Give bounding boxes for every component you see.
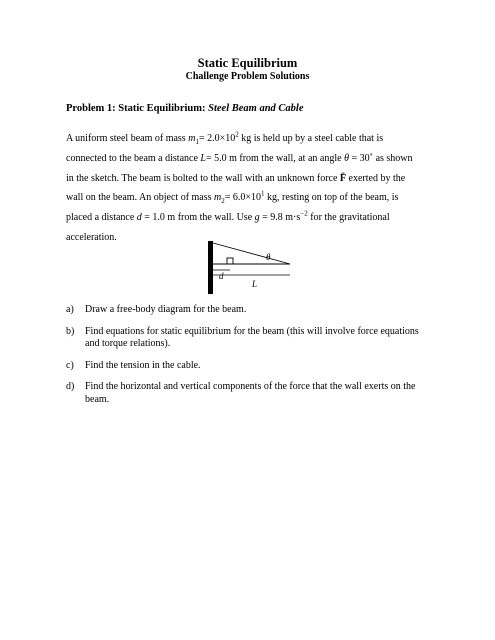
steel-cable bbox=[213, 243, 290, 264]
page-subtitle: Challenge Problem Solutions bbox=[185, 71, 310, 82]
list-item bbox=[66, 304, 426, 317]
L-label: L bbox=[252, 279, 258, 289]
item-label: d) bbox=[66, 381, 75, 392]
statement-line-4: wall on the beam. An object of mass $m_2= 6.0\times 10^1$ kg, resting on top of the beam, is bbox=[66, 190, 399, 206]
question-list bbox=[66, 304, 426, 415]
page-title: Static Equilibrium bbox=[197, 56, 298, 70]
theta-label: θ bbox=[266, 252, 271, 262]
statement-line-2: connected to the beam a distance L= 5.0 m from the wall, at an angle θ = 30∘ as shown bbox=[66, 150, 413, 164]
statement-line-1: A uniform steel beam of mass $m_1= 2.0\times 10^2$ kg is held up by a steel cable that is bbox=[66, 130, 384, 146]
item-text: Find the horizontal and vertical components of the force that the wall exerts on the beam. bbox=[85, 381, 416, 405]
item-text: Draw a free-body diagram for the beam. bbox=[85, 304, 247, 315]
list-item bbox=[66, 381, 426, 406]
item-text: Find the tension in the cable. bbox=[85, 359, 201, 371]
item-label: c) bbox=[66, 359, 74, 371]
problem-heading bbox=[66, 103, 304, 114]
list-item bbox=[66, 360, 426, 373]
problem-heading-prefix: Problem 1: Static Equilibrium: bbox=[66, 103, 206, 114]
problem-statement bbox=[66, 129, 426, 248]
statement-line-6: acceleration. bbox=[66, 231, 117, 243]
d-label: d bbox=[219, 271, 224, 281]
item-label: b) bbox=[66, 325, 75, 337]
wall bbox=[208, 241, 213, 294]
item-label: a) bbox=[66, 304, 74, 315]
item-text: Find equations for static equilibrium for the beam (this will involve force equations and torque relations). bbox=[85, 325, 419, 349]
object-mass-box bbox=[227, 258, 233, 264]
statement-line-5: placed a distance d = 1.0 m from the wall. Use g = 9.8 $m\cdot s^{-2}$ for the gravitational bbox=[66, 209, 390, 224]
list-item bbox=[66, 326, 426, 351]
problem-heading-topic: Steel Beam and Cable bbox=[208, 103, 304, 114]
beam-cable-figure bbox=[208, 241, 310, 294]
statement-line-3: in the sketch. The beam is bolted to the wall with an unknown force F̄ exerted by the bbox=[66, 172, 406, 184]
